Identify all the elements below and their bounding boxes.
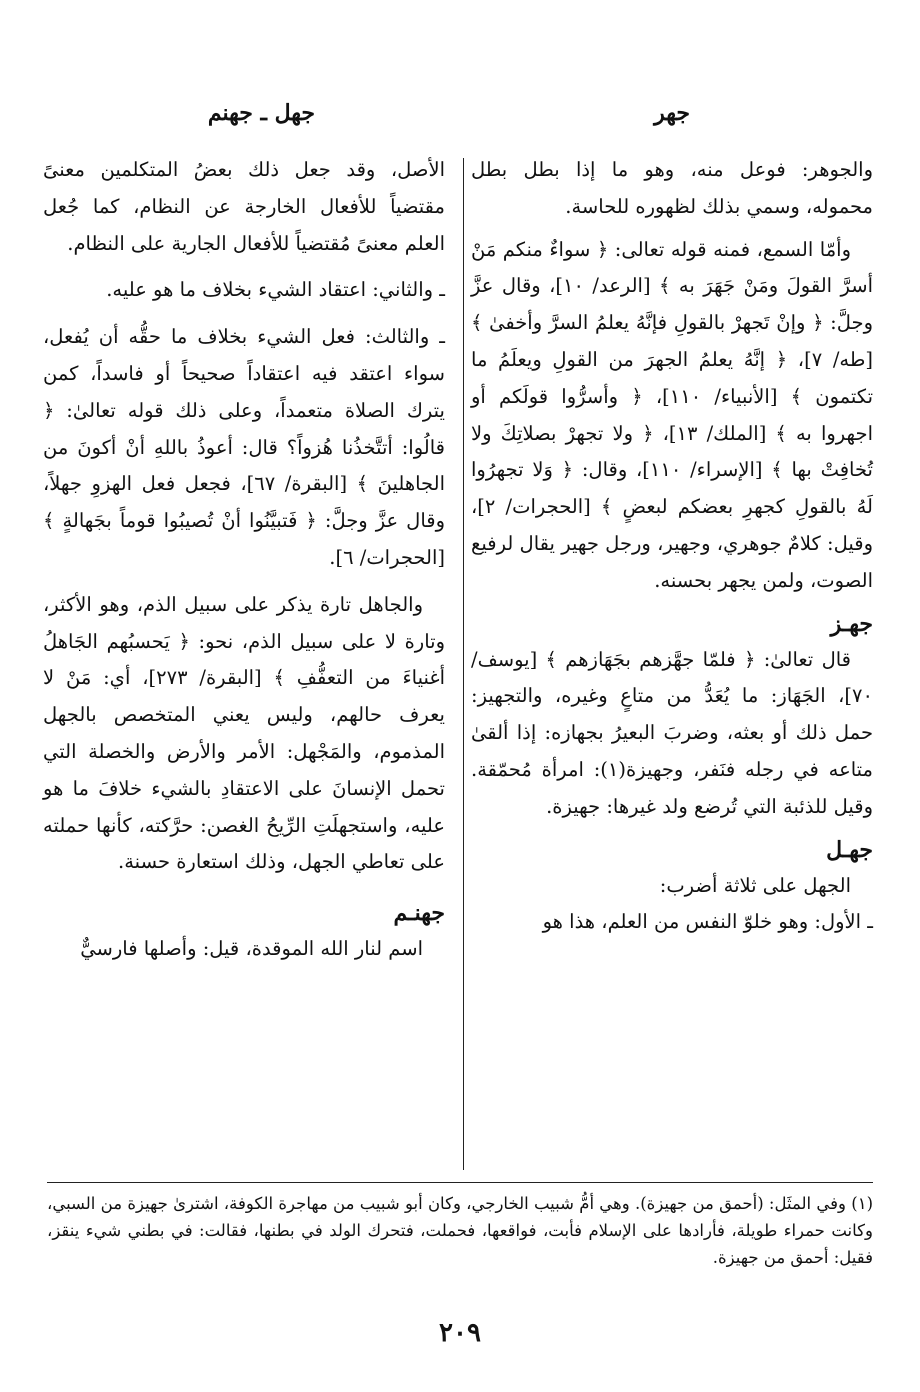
left-column (43, 152, 445, 974)
paragraph-jahl-first: ـ الأول: وهو خلوّ النفس من العلم، هذا هو (542, 910, 873, 934)
paragraph-sam: وأمّا السمع، فمنه قوله تعالى: ﴿ سواءٌ منكم مَنْ أسرَّ القولَ ومَنْ جَهَرَ به ﴾ [الرعد/ ١٠]، وقال عزَّ وجلَّ: ﴿ وإنْ تَجهرْ بالقولِ فإنَّهُ يعلمُ السرَّ وأخفىٰ ﴾ [طه/ ٧]، ﴿ إنَّهُ يعلمُ الجهرَ من القولِ ويعلَمُ ما تكتمون ﴾ [الأنبياء/ ١١٠]، ﴿ وأسرُّوا قولَكم أو اجهروا به ﴾ [الملك/ ١٣]، ﴿ ولا تجهرْ بصلاتِكَ ولا تُخافِتْ بها ﴾ [الإسراء/ ١١٠]، وقال: ﴿ وَلا تجهرُوا لَهُ بالقولِ كجهرِ بعضكم لبعضٍ ﴾ [الحجرات/ ٢]، وقيل: كلامٌ جوهري، وجهير، ورجل جهير يقال لرفيع الصوت، ولمن يجهر بحسنه. (471, 237, 874, 592)
paragraph-second: ـ والثاني: اعتقاد الشيء بخلاف ما هو عليه. (106, 278, 445, 302)
entry-heading-jahz: جهـز (830, 610, 873, 637)
paragraph-jahl-intro: الجهل على ثلاثة أضرب: (659, 873, 851, 897)
paragraph-jahannam: اسم لنار الله الموقدة، قيل: وأصلها فارسيٌّ (80, 937, 423, 961)
running-head-right: جهر (654, 100, 690, 126)
column-divider (463, 158, 464, 1170)
paragraph-jahz: قال تعالىٰ: ﴿ فلمّا جهَّزهم بجَهَازهم ﴾ [يوسف/٧٠]، الجَهَاز: ما يُعَدُّ من متاعٍ وغيره، والتجهيز: حمل ذلك أو بعثه، وضربَ البعيرُ بجهازه: إذا ألقىٰ متاعه في رجله فنَفر، وجهيزة(١): امرأة مُحمّقة. وقيل للذئبة التي تُرضع ولد غيرها: جهيزة. (471, 647, 873, 818)
paragraph-jahil: والجاهل تارة يذكر على سبيل الذم، وهو الأكثر، وتارة لا على سبيل الذم، نحو: ﴿ يَحسبُهم الجَاهلُ أغنياءَ من التعفُّفِ ﴾ [البقرة/ ٢٧٣]، أي: مَنْ لا يعرف حالهم، وليس يعني المتخصص بالجهل المذموم، والمَجْهل: الأمر والأرض والخصلة التي تحمل الإنسانَ على الاعتقادِ بالشيء خلافَ ما هو عليه، واستجهلَتِ الرِّيحُ الغصن: حرَّكته، كأنها حملته على تعاطي الجهل، وذلك استعارة حسنة. (43, 592, 445, 874)
running-head-left: جهل ـ جهنم (207, 100, 315, 126)
entry-heading-jahl: جهـل (826, 836, 873, 863)
entry-heading-jahannam: جهنـم (393, 900, 445, 927)
right-column (471, 152, 873, 947)
page-number: ٢٠٩ (439, 1318, 481, 1348)
footnote-rule (47, 1182, 873, 1183)
paragraph-jawhar: والجوهر: فوعل منه، وهو ما إذا بطل بطل محموله، وسمي بذلك لظهوره للحاسة. (471, 158, 873, 218)
footnote: (١) وفي المثَل: (أحمق من جهيزة). وهي أمُّ شبيب الخارجي، وكان أبو شبيب من مهاجرة الكوفة، اشترىٰ جهيزة من السبي، وكانت حمراء طويلة، فأرادها على الإسلام فأبت، فواقعها، فحملت، فتحرك الولد في بطنها، فقالت: في بطني شيء ينقز، فقيل: أحمق من جهيزة. (47, 1194, 873, 1267)
paragraph-third: ـ والثالث: فعل الشيء بخلاف ما حقُّه أن يُفعل، سواء اعتقد فيه اعتقاداً صحيحاً أو فاسداً، كمن يترك الصلاة متعمداً، وعلى ذلك قوله تعالىٰ: ﴿ قالُوا: أتتَّخذُنا هُزواً؟ قال: أعوذُ باللهِ أنْ أكونَ من الجاهلينَ ﴾ [البقرة/ ٦٧]، فجعل فعل الهزوِ جهلاً، وقال عزَّ وجلَّ: ﴿ فَتبيَّنُوا أنْ تُصيبُوا قوماً بجَهالةٍ ﴾ [الحجرات/ ٦]. (43, 325, 445, 569)
paragraph-asl: الأصل، وقد جعل ذلك بعضُ المتكلمين معنىً مقتضياً للأفعال الخارجة عن النظام، كما جُعل العلم معنىً مُقتضياً للأفعال الجارية على النظام. (43, 158, 445, 255)
